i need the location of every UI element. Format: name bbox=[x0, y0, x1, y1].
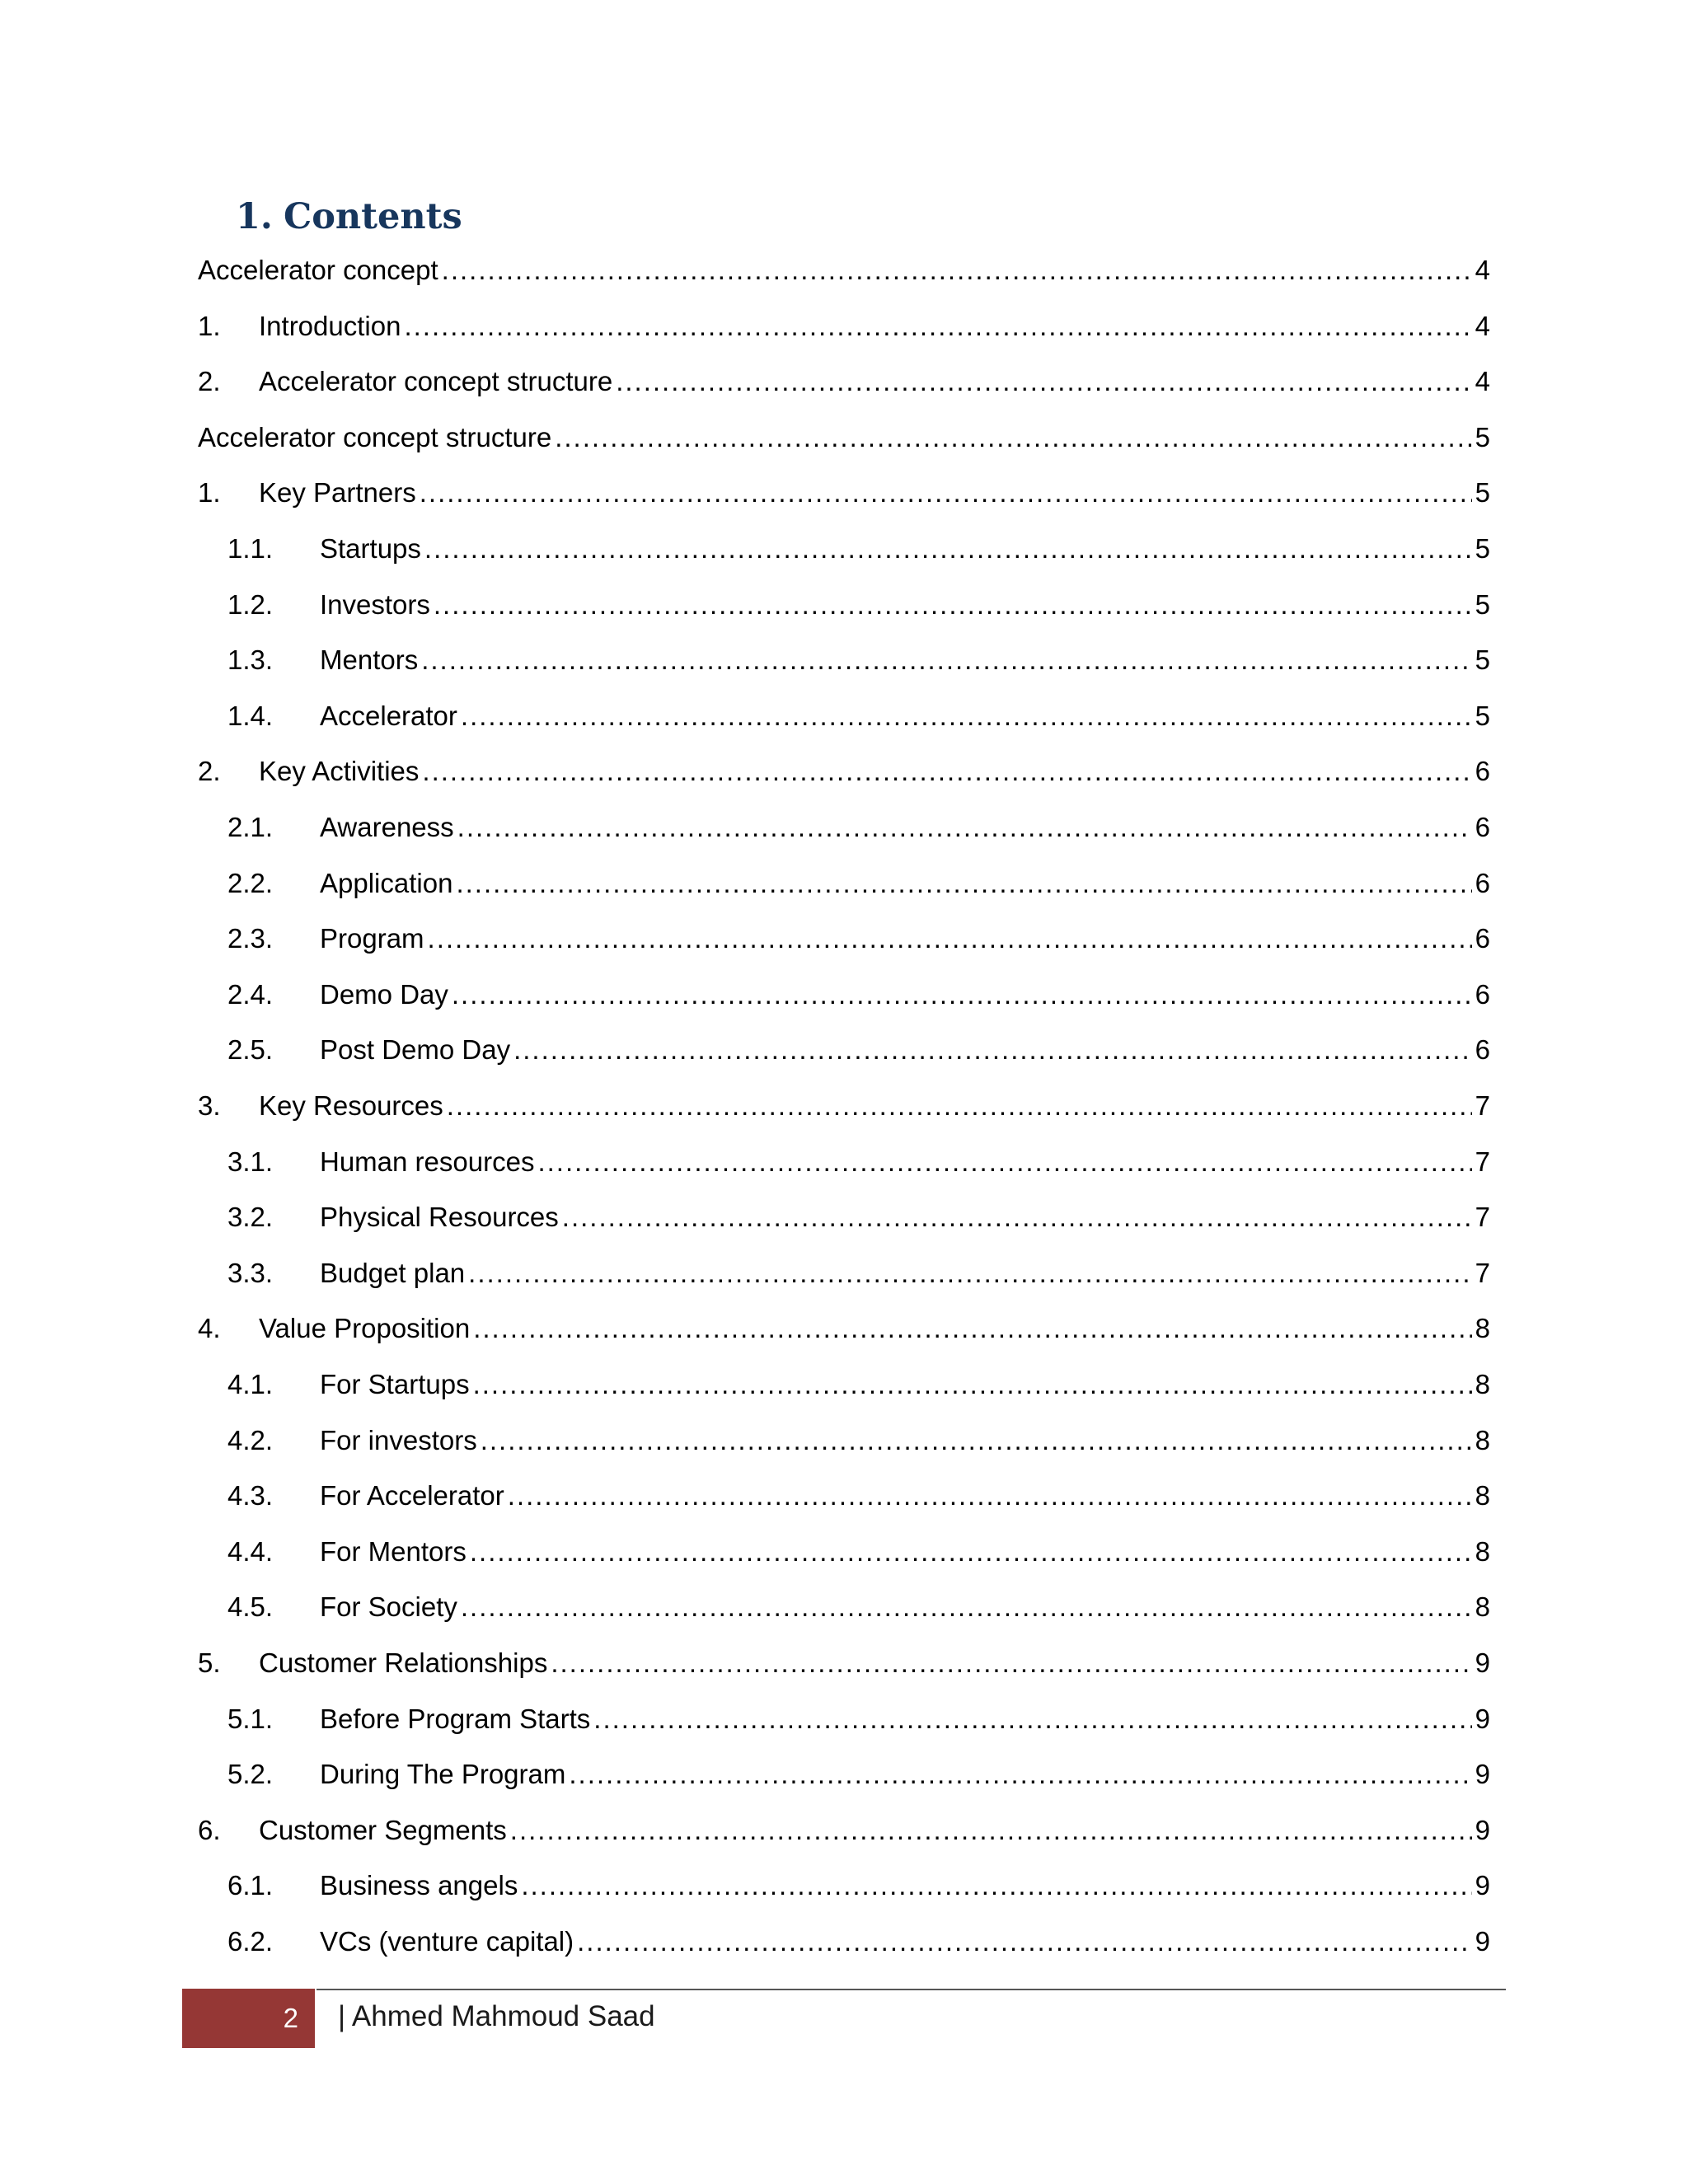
toc-entry-page: 5 bbox=[1475, 533, 1490, 564]
toc-entry-title: Key Resources bbox=[259, 1090, 443, 1121]
toc-entry-title: For Startups bbox=[320, 1369, 470, 1399]
toc-entry[interactable] bbox=[198, 303, 1490, 343]
dot-leader bbox=[404, 310, 1471, 343]
toc-entry-number: 1.3. bbox=[227, 644, 274, 675]
toc-entry-page: 8 bbox=[1475, 1480, 1490, 1511]
toc-entry-number: 6. bbox=[198, 1815, 221, 1845]
toc-entry-number: 1. bbox=[198, 477, 221, 508]
toc-entry[interactable] bbox=[227, 693, 1490, 733]
dot-leader bbox=[537, 1146, 1471, 1179]
toc-entry[interactable] bbox=[198, 1083, 1490, 1122]
toc-entry-number: 2.1. bbox=[227, 812, 274, 842]
toc-entry-page: 9 bbox=[1475, 1759, 1490, 1789]
dot-leader bbox=[508, 1479, 1472, 1512]
toc-entry[interactable] bbox=[227, 1863, 1490, 1902]
dot-leader bbox=[470, 1535, 1472, 1568]
toc-entry-number: 1.4. bbox=[227, 701, 274, 731]
toc-entry[interactable] bbox=[227, 804, 1490, 844]
toc-entry-number: 4. bbox=[198, 1313, 221, 1343]
toc-entry-page: 6 bbox=[1475, 812, 1490, 842]
toc-entry[interactable] bbox=[198, 748, 1490, 788]
toc-entry-title: Program bbox=[320, 923, 424, 954]
dot-leader bbox=[593, 1703, 1471, 1736]
toc-entry-page: 6 bbox=[1475, 979, 1490, 1010]
toc-entry-page: 6 bbox=[1475, 1034, 1490, 1065]
toc-entry-title: VCs (venture capital) bbox=[320, 1926, 574, 1957]
dot-leader bbox=[510, 1814, 1472, 1847]
dot-leader bbox=[468, 1257, 1471, 1290]
toc-entry-title: For Society bbox=[320, 1591, 457, 1622]
dot-leader bbox=[513, 1033, 1472, 1066]
dot-leader bbox=[473, 1312, 1471, 1345]
toc-entry-number: 2. bbox=[198, 366, 221, 396]
toc-entry-page: 5 bbox=[1475, 644, 1490, 675]
toc-entry-title: For Mentors bbox=[320, 1536, 467, 1567]
page-number-badge bbox=[182, 1989, 315, 2048]
toc-entry-page: 9 bbox=[1475, 1647, 1490, 1678]
toc-entry-title: Mentors bbox=[320, 644, 419, 675]
toc-entry-page: 7 bbox=[1475, 1146, 1490, 1177]
toc-entry-page: 4 bbox=[1475, 366, 1490, 396]
toc-entry[interactable] bbox=[227, 1361, 1490, 1401]
dot-leader bbox=[616, 365, 1471, 398]
toc-entry-page: 6 bbox=[1475, 868, 1490, 898]
toc-entry-title: Accelerator concept bbox=[198, 255, 438, 285]
toc-entry-number: 2.3. bbox=[227, 923, 274, 954]
toc-entry[interactable] bbox=[198, 470, 1490, 509]
dot-leader bbox=[456, 867, 1471, 900]
toc-entry-number: 4.3. bbox=[227, 1480, 274, 1511]
toc-entry-title: Investors bbox=[320, 589, 430, 620]
toc-entry-number: 3.2. bbox=[227, 1202, 274, 1232]
dot-leader bbox=[481, 1424, 1472, 1457]
dot-leader bbox=[473, 1368, 1472, 1401]
toc-entry[interactable] bbox=[198, 415, 1490, 454]
dot-leader bbox=[562, 1201, 1472, 1234]
dot-leader bbox=[461, 700, 1472, 733]
toc-entry-page: 7 bbox=[1475, 1202, 1490, 1232]
dot-leader bbox=[555, 421, 1471, 454]
toc-entry[interactable] bbox=[198, 1640, 1490, 1680]
toc-entry-title: Value Proposition bbox=[259, 1313, 471, 1343]
toc-entry-page: 5 bbox=[1475, 422, 1490, 452]
toc-entry-title: Human resources bbox=[320, 1146, 535, 1177]
dot-leader bbox=[421, 644, 1471, 677]
toc-entry[interactable] bbox=[198, 1807, 1490, 1847]
toc-entry-title: Customer Relationships bbox=[259, 1647, 548, 1678]
toc-entry-page: 8 bbox=[1475, 1425, 1490, 1455]
toc-entry-page: 8 bbox=[1475, 1369, 1490, 1399]
dot-leader bbox=[447, 1090, 1472, 1122]
toc-entry-page: 8 bbox=[1475, 1591, 1490, 1622]
toc-entry[interactable] bbox=[227, 526, 1490, 565]
toc-entry-title: During The Program bbox=[320, 1759, 566, 1789]
toc-entry-title: Accelerator concept structure bbox=[259, 366, 613, 396]
toc-entry[interactable] bbox=[227, 1250, 1490, 1290]
dot-leader bbox=[434, 588, 1472, 621]
toc-entry-title: Introduction bbox=[259, 311, 401, 341]
toc-entry[interactable] bbox=[227, 1027, 1490, 1066]
dot-leader bbox=[422, 755, 1471, 788]
toc-entry[interactable] bbox=[227, 1529, 1490, 1568]
dot-leader bbox=[452, 978, 1472, 1011]
dot-leader bbox=[551, 1647, 1471, 1680]
footer-author: | Ahmed Mahmoud Saad bbox=[338, 2000, 655, 2032]
toc-entry[interactable] bbox=[227, 1696, 1490, 1736]
toc-entry-title: Accelerator concept structure bbox=[198, 422, 552, 452]
toc-entry-page: 9 bbox=[1475, 1815, 1490, 1845]
toc-entry-number: 2.2. bbox=[227, 868, 274, 898]
toc-entry-page: 8 bbox=[1475, 1313, 1490, 1343]
toc-entry-page: 5 bbox=[1475, 589, 1490, 620]
toc-entry-number: 3.1. bbox=[227, 1146, 274, 1177]
toc-entry-title: Key Partners bbox=[259, 477, 416, 508]
dot-leader bbox=[442, 254, 1472, 287]
toc-entry[interactable] bbox=[227, 1194, 1490, 1234]
toc-entry-page: 7 bbox=[1475, 1258, 1490, 1288]
toc-entry-title: Key Activities bbox=[259, 756, 420, 786]
dot-leader bbox=[424, 532, 1472, 565]
toc-entry-page: 4 bbox=[1475, 255, 1490, 285]
page-title bbox=[236, 196, 462, 237]
dot-leader bbox=[428, 922, 1472, 955]
dot-leader bbox=[420, 476, 1472, 509]
toc-entry-number: 4.1. bbox=[227, 1369, 274, 1399]
dot-leader bbox=[461, 1591, 1472, 1624]
toc-entry-number: 6.1. bbox=[227, 1870, 274, 1900]
toc-entry-page: 9 bbox=[1475, 1926, 1490, 1957]
toc-entry-number: 5.1. bbox=[227, 1704, 274, 1734]
toc-entry-number: 3.3. bbox=[227, 1258, 274, 1288]
toc-entry-title: Customer Segments bbox=[259, 1815, 507, 1845]
dot-leader bbox=[457, 811, 1472, 844]
toc-entry-page: 7 bbox=[1475, 1090, 1490, 1121]
toc-entry[interactable] bbox=[227, 1584, 1490, 1624]
toc-entry-title: For investors bbox=[320, 1425, 477, 1455]
toc-entry-number: 1.2. bbox=[227, 589, 274, 620]
toc-entry-title: Application bbox=[320, 868, 453, 898]
toc-entry-number: 2.5. bbox=[227, 1034, 274, 1065]
toc-entry-page: 6 bbox=[1475, 756, 1490, 786]
toc-entry-title: Accelerator bbox=[320, 701, 457, 731]
toc-entry-number: 2.4. bbox=[227, 979, 274, 1010]
toc-entry-number: 3. bbox=[198, 1090, 221, 1121]
toc-entry[interactable] bbox=[198, 1305, 1490, 1345]
toc-entry[interactable] bbox=[227, 1919, 1490, 1958]
toc-entry-page: 5 bbox=[1475, 701, 1490, 731]
dot-leader bbox=[521, 1869, 1471, 1902]
toc-entry[interactable] bbox=[227, 582, 1490, 621]
toc-entry-page: 8 bbox=[1475, 1536, 1490, 1567]
toc-entry-title: Post Demo Day bbox=[320, 1034, 511, 1065]
toc-entry-page: 9 bbox=[1475, 1870, 1490, 1900]
toc-entry[interactable] bbox=[198, 247, 1490, 287]
toc-entry[interactable] bbox=[227, 916, 1490, 955]
toc-entry-page: 9 bbox=[1475, 1704, 1490, 1734]
toc-entry[interactable] bbox=[227, 637, 1490, 677]
footer-divider bbox=[316, 1989, 1506, 1990]
toc-entry[interactable] bbox=[227, 1473, 1490, 1512]
toc-entry[interactable] bbox=[198, 359, 1490, 398]
toc-entry-page: 6 bbox=[1475, 923, 1490, 954]
heading-number: 1. bbox=[236, 196, 273, 237]
toc-entry[interactable] bbox=[227, 1139, 1490, 1179]
toc-entry-number: 2. bbox=[198, 756, 221, 786]
toc-entry[interactable] bbox=[227, 1751, 1490, 1791]
toc-entry-number: 6.2. bbox=[227, 1926, 274, 1957]
toc-entry[interactable] bbox=[227, 860, 1490, 900]
toc-entry-title: Before Program Starts bbox=[320, 1704, 591, 1734]
toc-entry-number: 5.2. bbox=[227, 1759, 274, 1789]
toc-entry-title: Business angels bbox=[320, 1870, 518, 1900]
toc-entry[interactable] bbox=[227, 972, 1490, 1011]
toc-entry-number: 1.1. bbox=[227, 533, 274, 564]
dot-leader bbox=[569, 1758, 1471, 1791]
toc-entry-title: Demo Day bbox=[320, 979, 448, 1010]
toc-entry-title: For Accelerator bbox=[320, 1480, 504, 1511]
toc-entry-page: 5 bbox=[1475, 477, 1490, 508]
toc-entry-title: Awareness bbox=[320, 812, 454, 842]
toc-entry-number: 4.5. bbox=[227, 1591, 274, 1622]
toc-entry-number: 5. bbox=[198, 1647, 221, 1678]
dot-leader bbox=[577, 1925, 1472, 1958]
toc-entry-page: 4 bbox=[1475, 311, 1490, 341]
toc-entry[interactable] bbox=[227, 1418, 1490, 1457]
page-number: 2 bbox=[283, 2003, 298, 2033]
toc-entry-title: Physical Resources bbox=[320, 1202, 559, 1232]
toc-entry-number: 4.4. bbox=[227, 1536, 274, 1567]
heading-title: Contents bbox=[284, 196, 462, 237]
toc-entry-number: 1. bbox=[198, 311, 221, 341]
toc-entry-number: 4.2. bbox=[227, 1425, 274, 1455]
toc-entry-title: Startups bbox=[320, 533, 421, 564]
toc-entry-title: Budget plan bbox=[320, 1258, 466, 1288]
